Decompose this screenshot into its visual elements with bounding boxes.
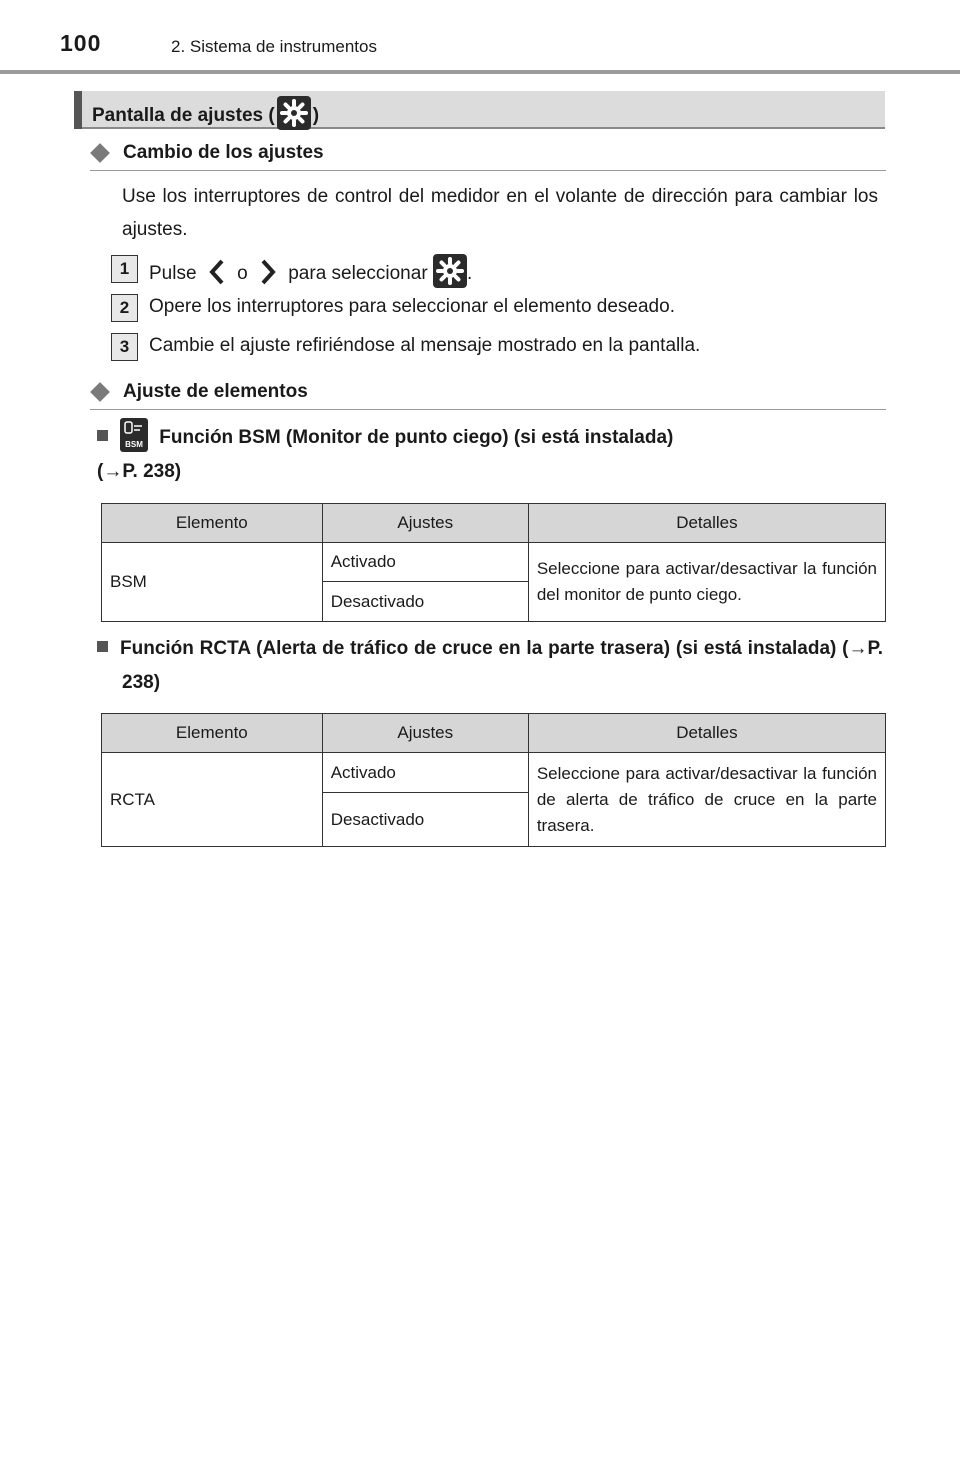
feature-bsm-ref: (→P. 238): [97, 461, 182, 483]
chapter-title: 2. Sistema de instrumentos: [171, 37, 377, 56]
intro-paragraph: Use los interruptores de control del medidor en el volante de dirección para cambiar los ajustes.: [122, 186, 878, 240]
section-heading: [74, 91, 885, 129]
step-1-pre: Pulse: [149, 263, 197, 285]
diamond-bullet-icon: [90, 382, 110, 402]
subheading-ajuste-text: Ajuste de elementos: [123, 381, 308, 402]
feature-rcta-heading: [97, 632, 883, 700]
step-text: Cambie el ajuste refiriéndose al mensaje mostrado en la pantalla.: [149, 335, 701, 356]
square-bullet-icon: [97, 430, 108, 441]
square-bullet-icon: [97, 641, 108, 652]
chevron-left-icon: [202, 259, 232, 285]
section-title-text: Pantalla de ajustes (: [92, 105, 275, 127]
setting-cell: Activado: [322, 753, 528, 793]
subheading-cambio-text: Cambio de los ajustes: [123, 142, 324, 163]
details-cell: Seleccione para activar/desactivar la función de alerta de tráfico de cruce en la parte trasera.: [528, 753, 885, 847]
step-1-end: .: [466, 263, 473, 285]
table-row: [102, 753, 886, 793]
section-accent: [74, 91, 82, 129]
setting-cell: Desactivado: [322, 793, 528, 847]
setting-cell: Desactivado: [322, 582, 528, 622]
step-number: 3: [111, 333, 138, 361]
subheading-ajuste: [90, 379, 886, 410]
column-header: Detalles: [528, 504, 885, 543]
column-header: Elemento: [102, 714, 323, 753]
table-header-row: [102, 714, 886, 753]
header-rule: [0, 70, 960, 74]
chevron-right-icon: [253, 259, 283, 285]
subheading-cambio: [90, 140, 886, 171]
gear-icon: [277, 96, 311, 130]
feature-bsm-heading: [97, 421, 887, 489]
section-title: [92, 99, 319, 133]
step-1-post: para seleccionar: [288, 263, 428, 285]
column-header: Elemento: [102, 504, 323, 543]
column-header: Detalles: [528, 714, 885, 753]
bsm-icon: [120, 418, 148, 452]
step-number: 2: [111, 294, 138, 322]
element-cell: RCTA: [102, 753, 323, 847]
column-header: Ajustes: [322, 504, 528, 543]
feature-rcta-text: Función RCTA (Alerta de tráfico de cruce en la parte trasera) (si está instalada) (→P. 238): [120, 638, 883, 693]
setting-cell: Activado: [322, 543, 528, 582]
table-header-row: [102, 504, 886, 543]
svg-text:BSM: BSM: [125, 440, 143, 449]
gear-icon: [433, 254, 467, 288]
step-number: 1: [111, 255, 138, 283]
page-number: 100: [60, 30, 102, 56]
step-text: [149, 257, 472, 291]
element-cell: BSM: [102, 543, 323, 622]
table-row: [102, 543, 886, 582]
bsm-settings-table: [101, 503, 886, 622]
diamond-bullet-icon: [90, 143, 110, 163]
rcta-settings-table: [101, 713, 886, 847]
section-title-close: ): [312, 105, 320, 127]
step-text: Opere los interruptores para seleccionar el elemento deseado.: [149, 296, 675, 317]
details-cell: Seleccione para activar/desactivar la función del monitor de punto ciego.: [528, 543, 885, 622]
column-header: Ajustes: [322, 714, 528, 753]
feature-bsm-text: Función BSM (Monitor de punto ciego) (si está instalada): [159, 427, 674, 449]
step-1-mid: o: [237, 263, 248, 285]
